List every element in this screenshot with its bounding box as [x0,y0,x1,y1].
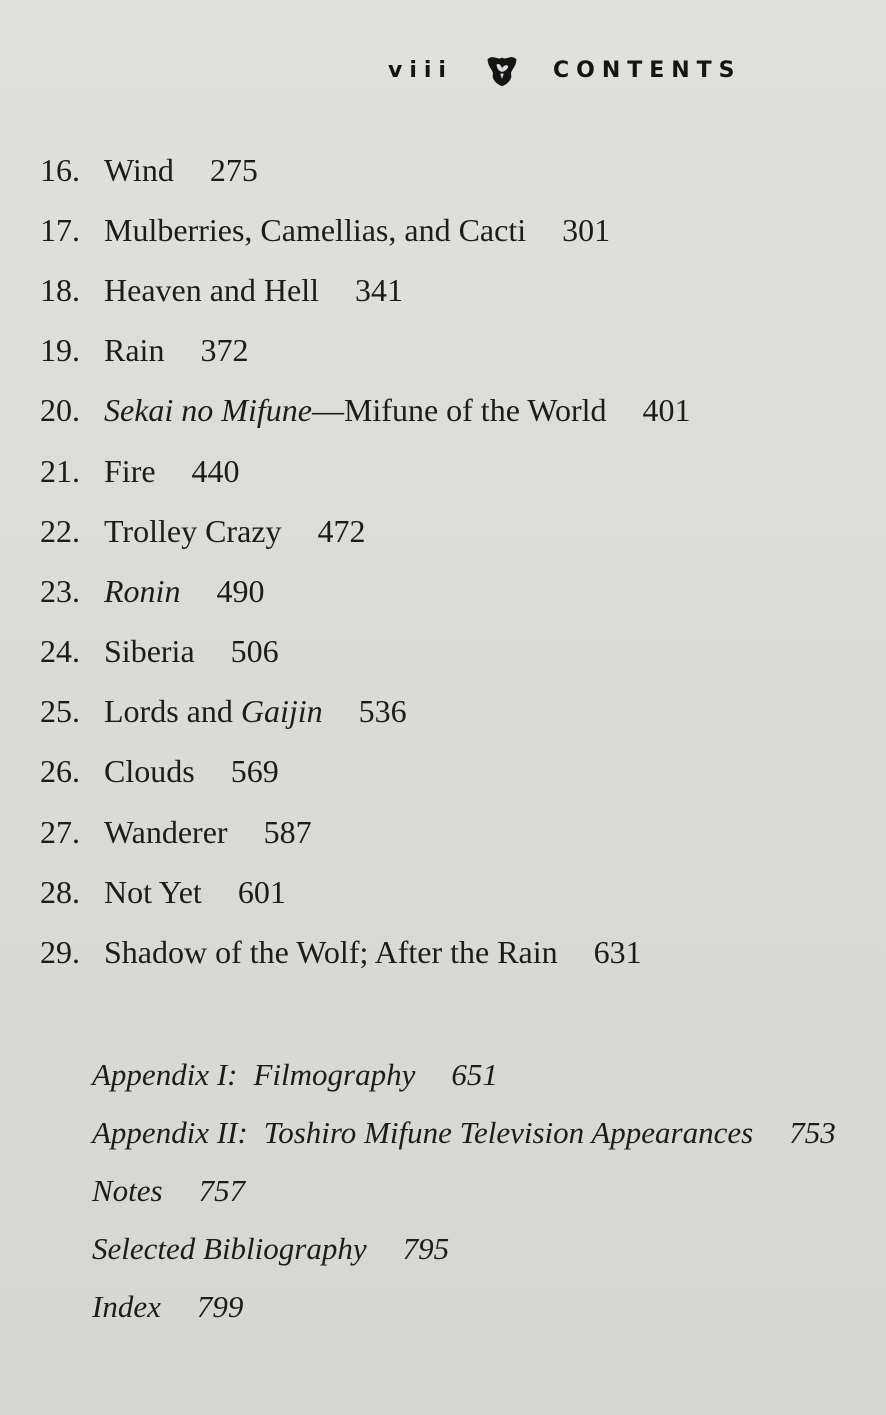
page-ref: 631 [593,934,642,971]
appendix-label: Appendix I: [92,1057,238,1092]
chapter-title: Wind [104,151,174,188]
chapter-list [40,140,691,983]
back-matter-entry [92,1162,836,1220]
chapter-title-rest: —Mifune of the World [311,392,607,429]
chapter-number: 21. [40,452,80,489]
page-ref: 440 [191,452,240,489]
page-ref: 401 [642,392,691,429]
chapter-title: Mulberries, Camellias, and Cacti [104,211,527,248]
running-header [388,52,742,88]
chapter-title: Shadow of the Wolf; After the Rain [104,934,558,971]
back-matter-title: Index [92,1289,161,1324]
page-ref: 506 [230,633,279,670]
toc-entry [40,321,691,381]
chapter-title: Not Yet [104,873,202,910]
back-matter-list [92,1046,836,1336]
chapter-title: Wanderer [104,813,228,850]
page-ref: 799 [196,1289,244,1324]
toc-entry [40,922,691,982]
back-matter-title: Selected Bibliography [92,1231,367,1266]
appendix-label: Appendix II: [92,1115,248,1150]
chapter-number: 23. [40,572,80,609]
chapter-number: 24. [40,633,80,670]
back-matter-entry [92,1278,836,1336]
page-ref: 275 [209,151,258,188]
toc-entry [40,561,691,621]
chapter-number: 20. [40,392,80,429]
toc-entry [40,742,691,802]
chapter-number: 27. [40,813,80,850]
chapter-title: Trolley Crazy [104,512,282,549]
toc-entry [40,862,691,922]
page-ref: 301 [562,211,611,248]
back-matter-entry [92,1104,836,1162]
chapter-title: Clouds [104,753,195,790]
chapter-number: 17. [40,211,80,248]
page-ref: 472 [317,512,366,549]
page-ref: 569 [230,753,279,790]
page-number: viii [388,57,453,83]
chapter-number: 26. [40,753,80,790]
flower-ornament-icon [483,52,521,88]
chapter-number: 18. [40,271,80,308]
chapter-number: 19. [40,332,80,369]
back-matter-title: Notes [92,1173,163,1208]
chapter-number: 28. [40,873,80,910]
back-matter-title: Filmography [253,1057,416,1092]
chapter-number: 25. [40,693,80,730]
toc-entry [40,260,691,320]
chapter-title-italic: Gaijin [240,693,323,730]
chapter-title: Heaven and Hell [104,271,320,308]
back-matter-entry [92,1046,836,1104]
page-ref: 757 [198,1173,246,1208]
page-ref: 341 [355,271,404,308]
toc-entry [40,682,691,742]
page-ref: 753 [789,1115,836,1150]
page-ref: 536 [358,693,407,730]
chapter-number: 16. [40,151,80,188]
page-ref: 795 [402,1231,450,1266]
chapter-title-italic: Sekai no Mifune [104,392,312,429]
toc-entry [40,802,691,862]
page-ref: 490 [216,572,265,609]
page-ref: 587 [263,813,312,850]
chapter-number: 22. [40,512,80,549]
toc-entry [40,622,691,682]
chapter-title: Siberia [104,633,195,670]
back-matter-entry [92,1220,836,1278]
toc-entry [40,381,691,441]
back-matter-title: Toshiro Mifune Television Appearances [263,1115,754,1150]
page-title: CONTENTS [552,57,742,83]
toc-entry [40,200,691,260]
toc-entry [40,501,691,561]
chapter-number: 29. [40,934,80,971]
chapter-title: Rain [104,332,165,369]
toc-entry [40,441,691,501]
page-ref: 601 [237,873,286,910]
page-ref: 651 [451,1057,498,1092]
toc-entry [40,140,691,200]
chapter-title-italic: Ronin [104,572,181,609]
chapter-title: Fire [104,452,156,489]
chapter-title: Lords and [104,693,233,730]
page-ref: 372 [200,332,249,369]
